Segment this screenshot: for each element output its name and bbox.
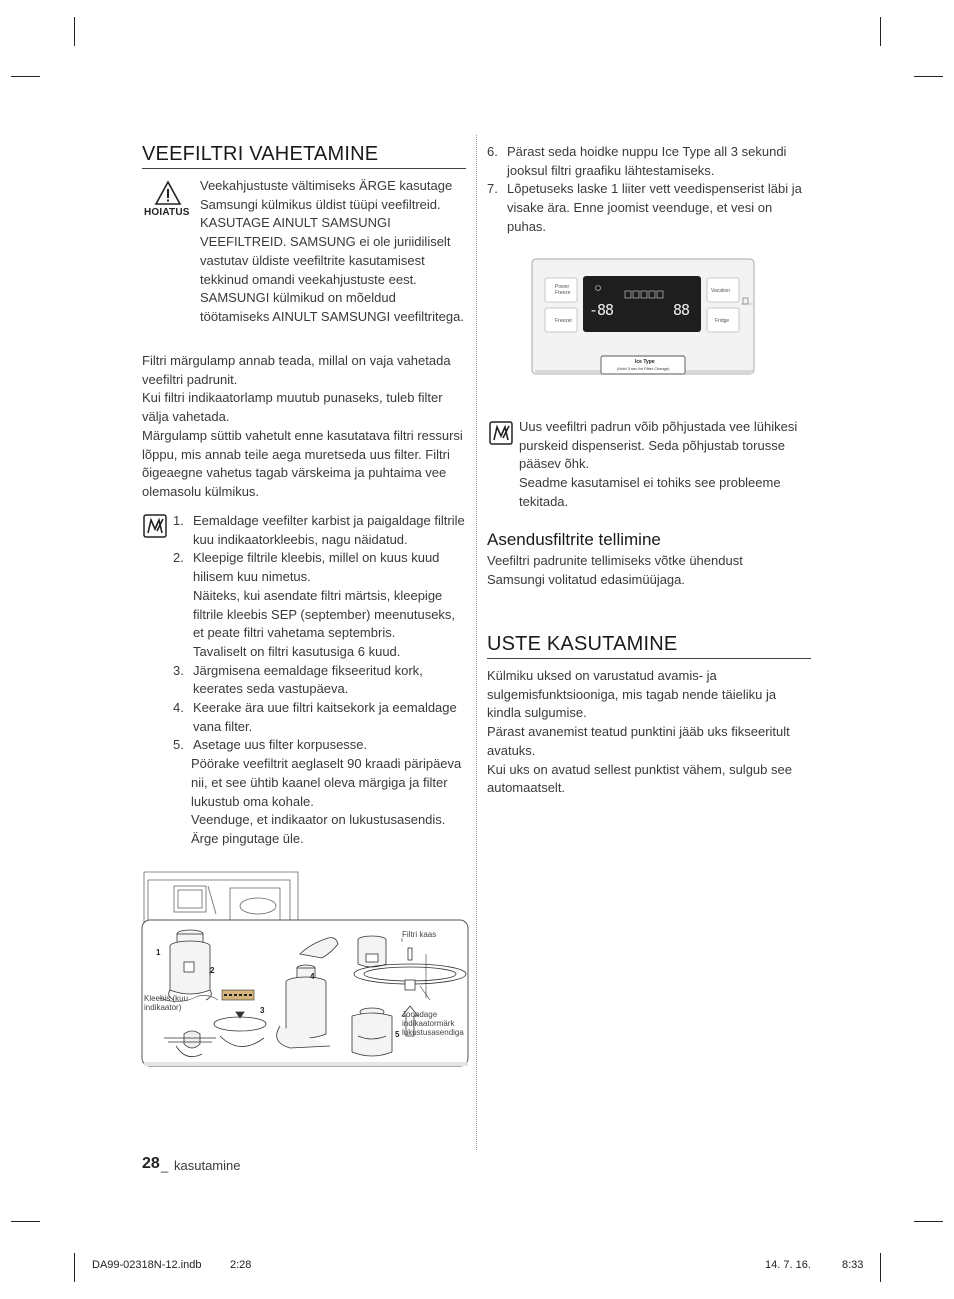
step-number: 3. — [173, 662, 184, 678]
step-number: 1. — [173, 513, 184, 528]
section-title: USTE KASUTAMINE — [487, 633, 811, 659]
warning-icon — [154, 180, 182, 206]
steps-list-continued — [487, 143, 807, 237]
step-number: 4. — [173, 700, 184, 716]
step-text: Eemaldage veefilter karbist ja paigaldage filtrile kuu indikaatorkleebis, nagu näidatud. — [193, 513, 465, 547]
subsection-text: Veefiltri padrunite tellimiseks võtke ühendust Samsungi volitatud edasimüüjaga. — [487, 553, 743, 587]
intro-line: Märgulamp süttib vahetult enne kasutatava filtri ressursi lõppu, mis annab teile aega muretseda uus filter. Filtri õigeaegne vahetus tagab värskeima ja puhtaima vee olemasolu külmikus. — [142, 427, 463, 499]
page-number: 28 — [142, 1155, 160, 1172]
door-usage-line: Kui uks on avatud sellest punktist vähem, sulgub see automaatselt. — [487, 761, 792, 796]
step-text: Lõpetuseks laske 1 liiter vett veedispenserist läbi ja visake ära. Enne joomist veenduge, et vesi on puhas. — [507, 181, 802, 234]
step-item — [173, 512, 469, 549]
column-divider — [476, 135, 477, 1150]
figure-step-number: 2 — [210, 966, 215, 975]
fridge-temp-display: 88 — [673, 301, 690, 319]
step-extra: Näiteks, kui asendate filtri märtsis, kleepige filtrile kleebis SEP (september) meenutuseks, et peate filtri vahetama septembris. — [193, 587, 456, 641]
crop-mark — [914, 76, 943, 77]
step-item — [173, 549, 469, 661]
step-extra: Tavaliselt on filtri kasutusiga 6 kuud. — [193, 643, 401, 659]
step-text: Kleepige filtrile kleebis, millel on kuus kuud hilisem kuu nimetus. — [193, 550, 440, 585]
note-text — [519, 418, 813, 512]
filter-illustration — [140, 866, 470, 1068]
freezer-label: Freezer — [555, 318, 573, 324]
slug-date: 14. 7. 16. — [765, 1259, 811, 1271]
crop-mark — [11, 76, 40, 77]
align-label: Joondage indikaatormärk lukustusasendiga — [402, 1010, 464, 1037]
step-item — [173, 662, 469, 699]
slug-page: 2:28 — [230, 1259, 252, 1271]
footer-section-name: kasutamine — [174, 1158, 241, 1173]
filter-cap-label: Filtri kaas — [402, 930, 437, 939]
intro-line: Kui filtri indikaatorlamp muutub punaseks, tuleb filter välja vahetada. — [142, 390, 443, 425]
intro-line: Filtri märgulamp annab teada, millal on vaja vahetada veefiltri padrunit. — [142, 353, 451, 387]
step-item — [487, 180, 807, 236]
crop-mark — [11, 1221, 40, 1222]
sticker-label: Kleebis (kuu indikaator) — [144, 994, 189, 1012]
freezer-temp-display: -88 — [589, 301, 614, 319]
warning-text: Veekahjustuste vältimiseks ÄRGE kasutage Samsungi külmikus üldist tüüpi veefiltreid. KASUTAGE AINULT SAMSUNGI VEEFILTREID. SAMSUNG ei ole juriidiliselt vastutav üldiste veefiltrite kasutamisest tekkinud omandi veekahjustuste eest. SAMSUNGI külmikud on mõeldud töötamiseks AINULT SAMSUNGI veefiltritega. — [200, 178, 464, 324]
step-text: Keerake ära uue filtri kaitsekork ja eemaldage vana filter. — [193, 700, 457, 734]
crop-mark — [880, 17, 881, 46]
ice-type-button-label: Ice Type — [635, 359, 655, 365]
steps-list — [173, 512, 469, 849]
vacation-label: Vacation — [711, 288, 731, 294]
step-number: 6. — [487, 144, 498, 159]
warning-label: HOIATUS — [144, 207, 190, 218]
crop-mark — [914, 1221, 943, 1222]
step-number: 2. — [173, 550, 184, 566]
control-panel-illustration — [531, 258, 756, 376]
filter-illustration-drawing — [140, 866, 470, 1068]
step-text: Järgmisena eemaldage fikseeritud kork, keerates seda vastupäeva. — [193, 662, 423, 697]
door-usage-line: Külmiku uksed on varustatud avamis- ja sulgemisfunktsiooniga, mis tagab nende täieliku ja kindla sulgumise. — [487, 668, 777, 721]
step-item — [487, 143, 807, 180]
step-extra: Pöörake veefiltrit aeglaselt 90 kraadi päripäeva nii, et see ühtib kaanel oleva märgiga ja filter lukustub oma kohale. — [191, 756, 462, 809]
subsection-title: Asendusfiltrite tellimine — [487, 530, 661, 549]
note-icon — [143, 514, 167, 538]
slug-file-name: DA99-02318N-12.indb — [92, 1259, 202, 1271]
crop-mark — [74, 1253, 75, 1282]
figure-step-number: 5 — [395, 1030, 400, 1039]
door-usage-line: Pärast avanemist teatud punktini jääb uks fikseeritult avatuks. — [487, 724, 790, 758]
step-item — [173, 736, 469, 848]
door-usage-text — [487, 667, 811, 798]
ice-type-hint: (Hold 3 sec for Filter Change) — [617, 366, 670, 371]
power-freeze-label: Power Freeze — [555, 284, 571, 296]
step-item — [173, 699, 469, 736]
crop-mark — [74, 17, 75, 46]
note-line: Uus veefiltri padrun võib põhjustada vee lühikesi purskeid dispenserist. Seda põhjustab torusse pääsev õhk. — [519, 419, 798, 472]
slug-time: 8:33 — [842, 1259, 864, 1271]
figure-step-number: 3 — [260, 1006, 265, 1015]
fridge-label: Fridge — [715, 318, 730, 324]
note-icon — [489, 421, 513, 445]
figure-step-number: 1 — [156, 948, 161, 957]
step-text: Asetage uus filter korpusesse. — [193, 737, 368, 753]
note-line: Seadme kasutamisel ei tohiks see probleeme tekitada. — [519, 475, 781, 509]
section-title: VEEFILTRI VAHETAMINE — [142, 143, 466, 169]
figure-step-number: 4 — [310, 972, 315, 981]
intro-text — [142, 352, 466, 502]
step-text: Pärast seda hoidke nuppu Ice Type all 3 sekundi jooksul filtri graafiku lähtestamiseks. — [507, 144, 787, 178]
step-number: 7. — [487, 181, 498, 197]
crop-mark — [880, 1253, 881, 1282]
step-extra: Ärge pingutage üle. — [191, 830, 304, 846]
page-number-separator: _ — [161, 1158, 169, 1173]
step-extra: Veenduge, et indikaator on lukustusasendis. — [191, 812, 446, 828]
step-number: 5. — [173, 737, 184, 753]
